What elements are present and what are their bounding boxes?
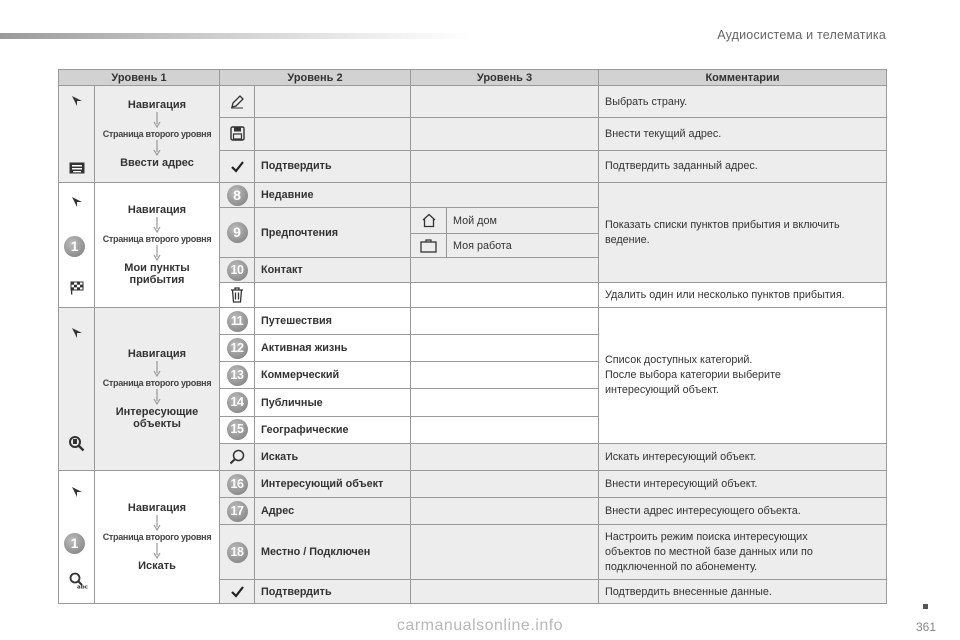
level1-steps-cell [95, 471, 220, 604]
page-number: 361 [915, 620, 936, 634]
level1-steps-cell [95, 86, 220, 183]
abc-search-icon [68, 572, 86, 589]
level2-cell: Активная жизнь [255, 335, 411, 362]
level2-icon-cell [220, 443, 255, 470]
save-icon [230, 126, 245, 141]
comment-line: Список доступных категорий. [605, 353, 753, 366]
level2-badge-cell [220, 389, 255, 416]
level2-badge-cell [220, 208, 255, 258]
level2-cell: Коммерческий [255, 362, 411, 389]
level1-sub: Страница второго уровня [102, 129, 212, 139]
comment-line: интересующий объект. [605, 383, 719, 396]
level1-title: Навигация [127, 502, 187, 514]
comment-cell: Внести текущий адрес. [599, 118, 887, 150]
navigation-arrow-icon [70, 326, 84, 340]
level2-badge-cell [220, 258, 255, 283]
comment-cell-merged: Показать списки пунктов прибытия и включить ведение. [599, 183, 887, 283]
comment-line: Настроить режим поиска интересующих [605, 530, 808, 543]
level1-sub: Страница второго уровня [102, 378, 212, 388]
level1-icons-cell [59, 471, 95, 604]
step-badge: 11 [227, 311, 248, 332]
comment-line: После выбора категории выберите [605, 368, 781, 381]
trash-icon [230, 287, 244, 303]
menu-structure-table [58, 69, 887, 604]
page-marker [923, 604, 928, 609]
level3-cell [411, 443, 599, 470]
table-row [59, 183, 887, 208]
level3-cell [411, 525, 599, 580]
level2-badge-cell [220, 183, 255, 208]
level2-cell: Местно / Подключен [255, 525, 411, 580]
down-arrow-icon [153, 140, 161, 156]
briefcase-icon [420, 239, 437, 253]
comment-cell: Выбрать страну. [599, 86, 887, 118]
comment-cell: Внести интересующий объект. [599, 471, 887, 498]
level1-icons-cell [59, 86, 95, 183]
home-icon [421, 213, 437, 228]
level2-badge-cell [220, 362, 255, 389]
svg-text:abc: abc [76, 584, 88, 591]
level3-cell [411, 118, 599, 150]
level2-cell [255, 283, 411, 308]
header-gradient-bar [0, 33, 470, 39]
level1-icons-cell [59, 308, 95, 471]
level3-cell [411, 362, 599, 389]
level3-cell [411, 283, 599, 308]
step-badge: 14 [227, 392, 248, 413]
watermark-text: carmanualsonline.info [396, 617, 564, 634]
level3-cell [411, 471, 599, 498]
table-row [59, 308, 887, 335]
step-badge: 13 [227, 365, 248, 386]
checkered-flag-icon [70, 281, 84, 295]
level2-badge-cell [220, 525, 255, 580]
column-header-level2: Уровень 2 [220, 70, 411, 86]
column-header-level1: Уровень 1 [59, 70, 220, 86]
navigation-arrow-icon [70, 94, 84, 108]
level3-cell [411, 498, 599, 525]
step-badge: 12 [227, 338, 248, 359]
level1-sub: Страница второго уровня [102, 532, 212, 542]
down-arrow-icon [153, 245, 161, 261]
step-badge: 10 [227, 260, 248, 281]
level3-icon-cell [411, 234, 447, 258]
table-row [59, 471, 887, 498]
step-badge: 16 [227, 474, 248, 495]
navigation-arrow-icon [70, 485, 84, 499]
level3-cell [411, 389, 599, 416]
level1-sub: Страница второго уровня [102, 234, 212, 244]
down-arrow-icon [153, 361, 161, 377]
level1-bottom: Ввести адрес [120, 157, 194, 169]
level2-cell: Предпочтения [255, 208, 411, 258]
step-badge: 8 [227, 185, 248, 206]
level1-title: Навигация [127, 99, 187, 111]
side-badge-4: 1 [64, 533, 85, 554]
level1-title: Навигация [127, 204, 187, 216]
level2-icon-cell [220, 118, 255, 150]
level3-icon-cell [411, 208, 447, 234]
comment-line: объектов по местной базе данных или по [605, 545, 813, 558]
level2-cell: Публичные [255, 389, 411, 416]
down-arrow-icon [153, 515, 161, 531]
level2-cell: Интересующий объект [255, 471, 411, 498]
column-header-comments: Комментарии [599, 70, 887, 86]
comment-cell: Подтвердить заданный адрес. [599, 150, 887, 182]
navigation-arrow-icon [70, 195, 84, 209]
step-badge: 15 [227, 419, 248, 440]
down-arrow-icon [153, 543, 161, 559]
pencil-icon [229, 94, 245, 110]
level1-steps-cell [95, 308, 220, 471]
level1-steps-cell [95, 183, 220, 308]
side-badge-2: 1 [64, 236, 85, 257]
level1-title: Навигация [127, 348, 187, 360]
level2-cell: Географические [255, 416, 411, 443]
level3-cell [411, 86, 599, 118]
level2-badge-cell [220, 308, 255, 335]
comment-line: подключенной по абонементу. [605, 560, 758, 573]
down-arrow-icon [153, 217, 161, 233]
table-row [59, 86, 887, 118]
level2-badge-cell [220, 335, 255, 362]
level2-cell: Путешествия [255, 308, 411, 335]
level2-cell: Искать [255, 443, 411, 470]
comment-cell: Удалить один или несколько пунктов прибытия. [599, 283, 887, 308]
level1-bottom: Интересующие объекты [115, 406, 199, 430]
comment-cell: Искать интересующий объект. [599, 443, 887, 470]
level3-cell [411, 416, 599, 443]
level2-cell: Адрес [255, 498, 411, 525]
column-header-level3: Уровень 3 [411, 70, 599, 86]
level2-icon-cell [220, 86, 255, 118]
check-icon [231, 161, 244, 172]
level2-badge-cell [220, 471, 255, 498]
level2-cell: Подтвердить [255, 580, 411, 604]
level3-cell [411, 258, 599, 283]
level3-cell: Мой дом [447, 208, 599, 234]
comment-cell: Внести адрес интересующего объекта. [599, 498, 887, 525]
level3-cell [411, 580, 599, 604]
level3-cell [411, 308, 599, 335]
level1-bottom: Мои пункты прибытия [124, 262, 190, 286]
step-badge: 9 [227, 222, 248, 243]
level2-cell: Подтвердить [255, 150, 411, 182]
step-badge: 17 [227, 501, 248, 522]
level2-icon-cell [220, 283, 255, 308]
search-icon [229, 449, 245, 465]
level2-cell: Недавние [255, 183, 411, 208]
comment-cell [599, 525, 887, 580]
page-section-title: Аудиосистема и телематика [717, 28, 886, 42]
poi-search-icon [68, 435, 85, 452]
level3-cell [411, 335, 599, 362]
level3-cell: Моя работа [447, 234, 599, 258]
down-arrow-icon [153, 389, 161, 405]
keyboard-icon [69, 162, 85, 174]
step-badge: 18 [227, 542, 248, 563]
comment-cell: Подтвердить внесенные данные. [599, 580, 887, 604]
level3-cell [411, 183, 599, 208]
table-header-row [59, 70, 887, 86]
level1-bottom: Искать [138, 560, 176, 572]
down-arrow-icon [153, 112, 161, 128]
level2-badge-cell [220, 498, 255, 525]
level1-icons-cell [59, 183, 95, 308]
level3-cell [411, 150, 599, 182]
level2-cell [255, 86, 411, 118]
level2-cell [255, 118, 411, 150]
level2-cell: Контакт [255, 258, 411, 283]
level2-icon-cell [220, 150, 255, 182]
level2-icon-cell [220, 580, 255, 604]
level2-badge-cell [220, 416, 255, 443]
check-icon [231, 586, 244, 597]
comment-cell-merged [599, 308, 887, 444]
